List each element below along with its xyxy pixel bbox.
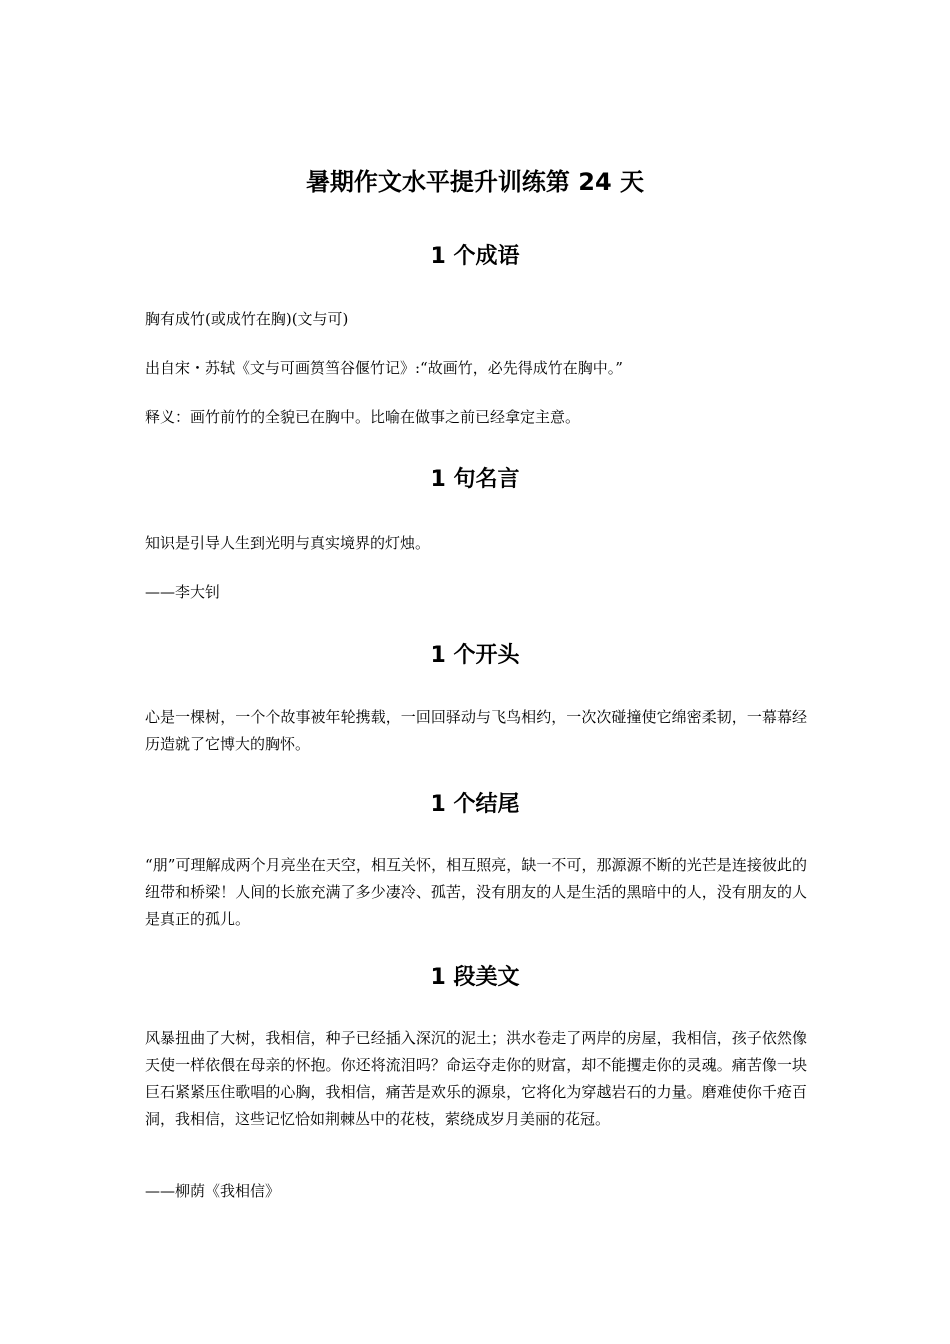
section-heading-passage: 1 段美文 bbox=[430, 965, 520, 990]
quote-text: 知识是引导人生到光明与真实境界的灯烛。 bbox=[145, 534, 431, 552]
ending-text: “朋”可理解成两个月亮坐在天空，相互关怀，相互照亮，缺一不可，那源源不断的光芒是连接彼此的纽带和桥梁！人间的长旅充满了多少凄冷、孤苦，没有朋友的人是生活的黑暗中的人，没有朋友的人是真正的孤儿。 bbox=[145, 856, 807, 928]
section-heading-quote: 1 句名言 bbox=[430, 467, 520, 492]
document-title: 暑期作文水平提升训练第 24 天 bbox=[305, 168, 645, 196]
idiom-text: 胸有成竹(或成竹在胸)(文与可) bbox=[145, 310, 349, 328]
section-heading-opening: 1 个开头 bbox=[430, 643, 520, 668]
quote-author: ——李大钊 bbox=[145, 583, 221, 601]
idiom-source: 出自宋・苏轼《文与可画筼筜谷偃竹记》:“故画竹，必先得成竹在胸中。” bbox=[145, 359, 623, 377]
section-heading-idiom: 1 个成语 bbox=[430, 244, 520, 269]
idiom-meaning: 释义：画竹前竹的全貌已在胸中。比喻在做事之前已经拿定主意。 bbox=[145, 408, 581, 426]
passage-author: ——柳荫《我相信》 bbox=[145, 1182, 281, 1200]
opening-text: 心是一棵树，一个个故事被年轮携载，一回回驿动与飞鸟相约，一次次碰撞使它绵密柔韧，一幕幕经历造就了它博大的胸怀。 bbox=[145, 708, 807, 753]
section-heading-ending: 1 个结尾 bbox=[430, 792, 520, 817]
passage-text: 风暴扭曲了大树，我相信，种子已经插入深沉的泥土；洪水卷走了两岸的房屋，我相信，孩子依然像天使一样依偎在母亲的怀抱。你还将流泪吗？命运夺走你的财富，却不能攫走你的灵魂。痛苦像一块巨石紧紧压住歌唱的心胸，我相信，痛苦是欢乐的源泉，它将化为穿越岩石的力量。磨难使你千疮百洞，我相信，这些记忆恰如荆棘丛中的花枝，萦绕成岁月美丽的花冠。 bbox=[145, 1029, 807, 1128]
